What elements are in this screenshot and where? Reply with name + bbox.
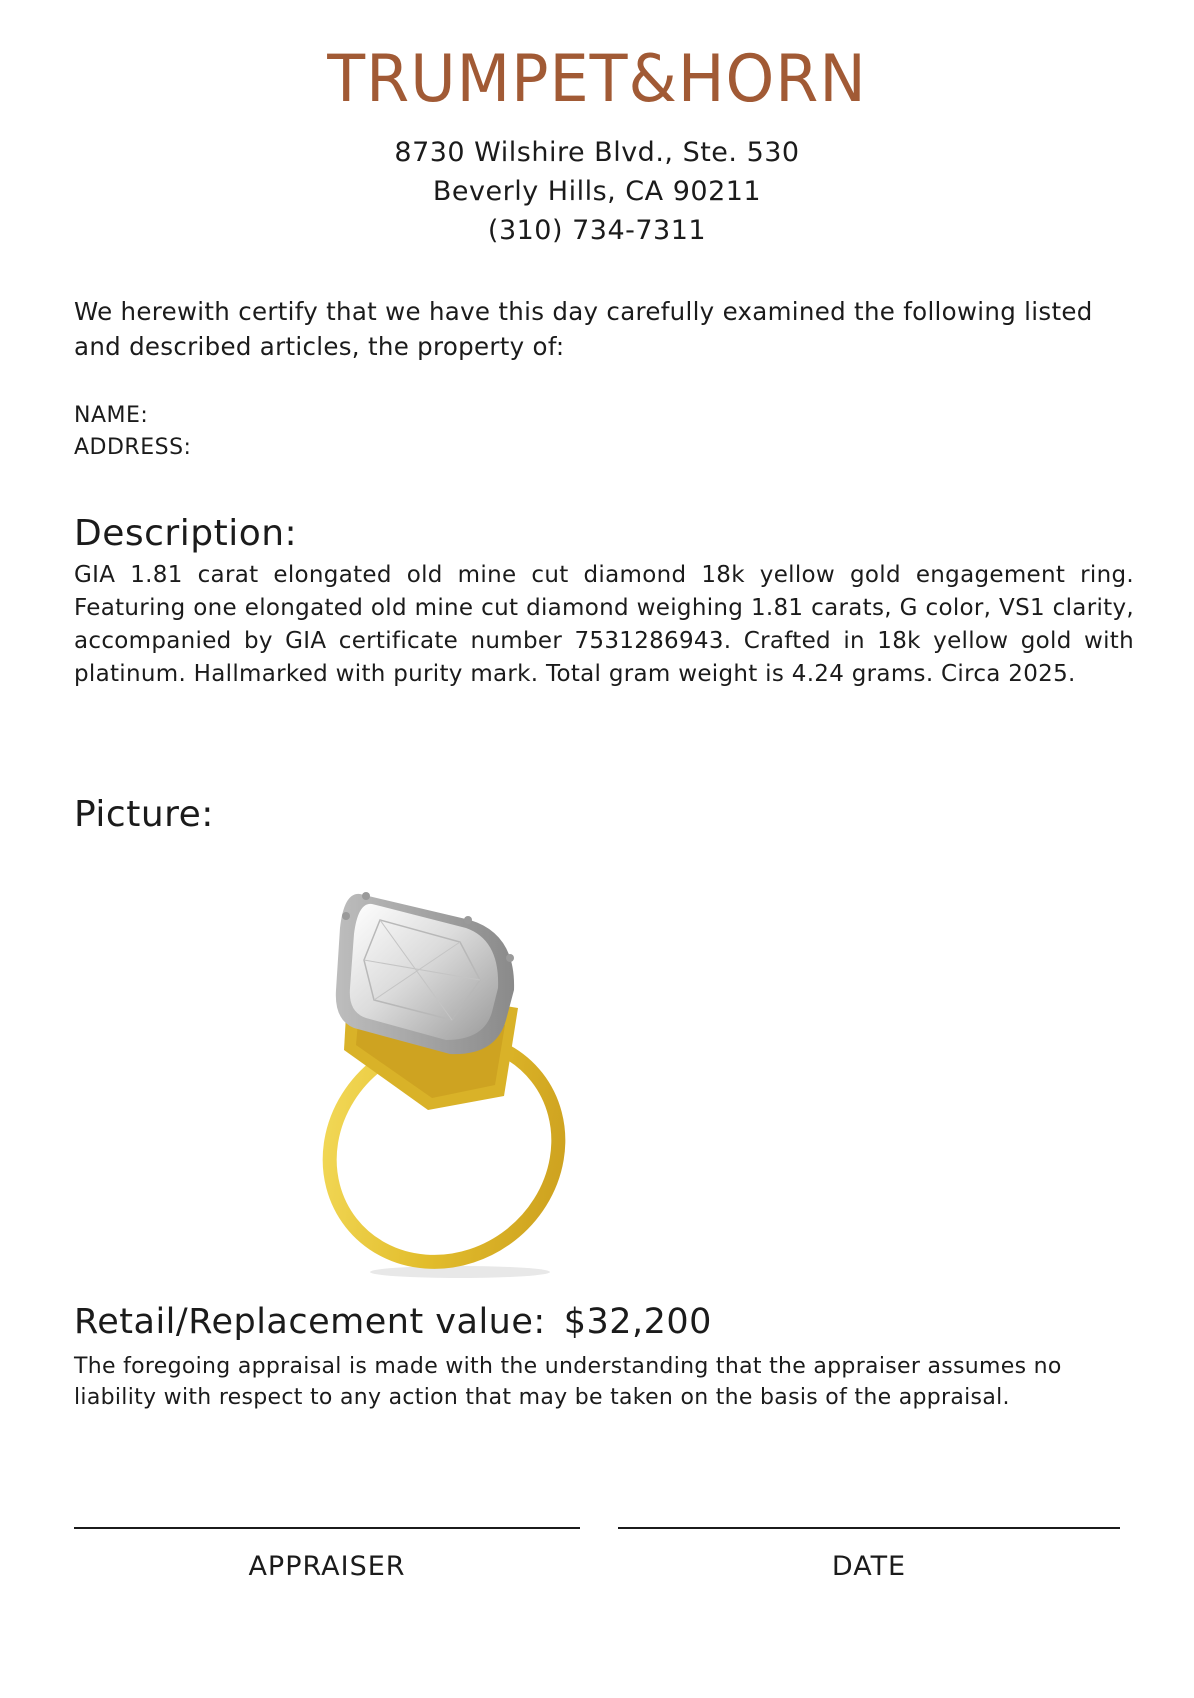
description-text: GIA 1.81 carat elongated old mine cut diamond 18k yellow gold engagement ring. Featuring one elongated old mine cut diamond weighing 1.81 carats, G color, VS1 clarity, accompanied by GIA certificate number 7531286943. Crafted in 18k yellow gold with platinum. Hallmarked with purity mark. Total gram weight is 4.24 grams. Circa 2025. — [74, 562, 1134, 687]
description-heading: Description: — [74, 513, 298, 554]
owner-fields — [74, 400, 191, 464]
address-line-2: Beverly Hills, CA 90211 — [432, 176, 762, 207]
company-contact — [0, 133, 1194, 250]
picture-heading: Picture: — [74, 794, 214, 835]
appraiser-signature-line[interactable] — [74, 1527, 580, 1529]
value-label: Retail/Replacement value: — [74, 1302, 546, 1342]
appraiser-label: APPRAISER — [248, 1551, 406, 1582]
ring-shadow — [370, 1266, 550, 1278]
ring-photo — [320, 880, 620, 1280]
certification-statement: We herewith certify that we have this day carefully examined the following listed and described articles, the property of: — [74, 297, 1093, 361]
valuation — [74, 1300, 712, 1344]
address-label: ADDRESS: — [74, 435, 192, 460]
date-label: DATE — [831, 1551, 907, 1582]
phone-number: (310) 734-7311 — [487, 215, 707, 246]
disclaimer: The foregoing appraisal is made with the understanding that the appraiser assumes no liability with respect to any action that may be taken on the basis of the appraisal. — [74, 1354, 1062, 1410]
name-label: NAME: — [74, 403, 149, 428]
value-amount: $32,200 — [563, 1302, 712, 1342]
brand-logo: TRUMPET&HORN — [327, 40, 867, 117]
date-signature-line[interactable] — [618, 1527, 1120, 1529]
address-line-1: 8730 Wilshire Blvd., Ste. 530 — [394, 137, 800, 168]
